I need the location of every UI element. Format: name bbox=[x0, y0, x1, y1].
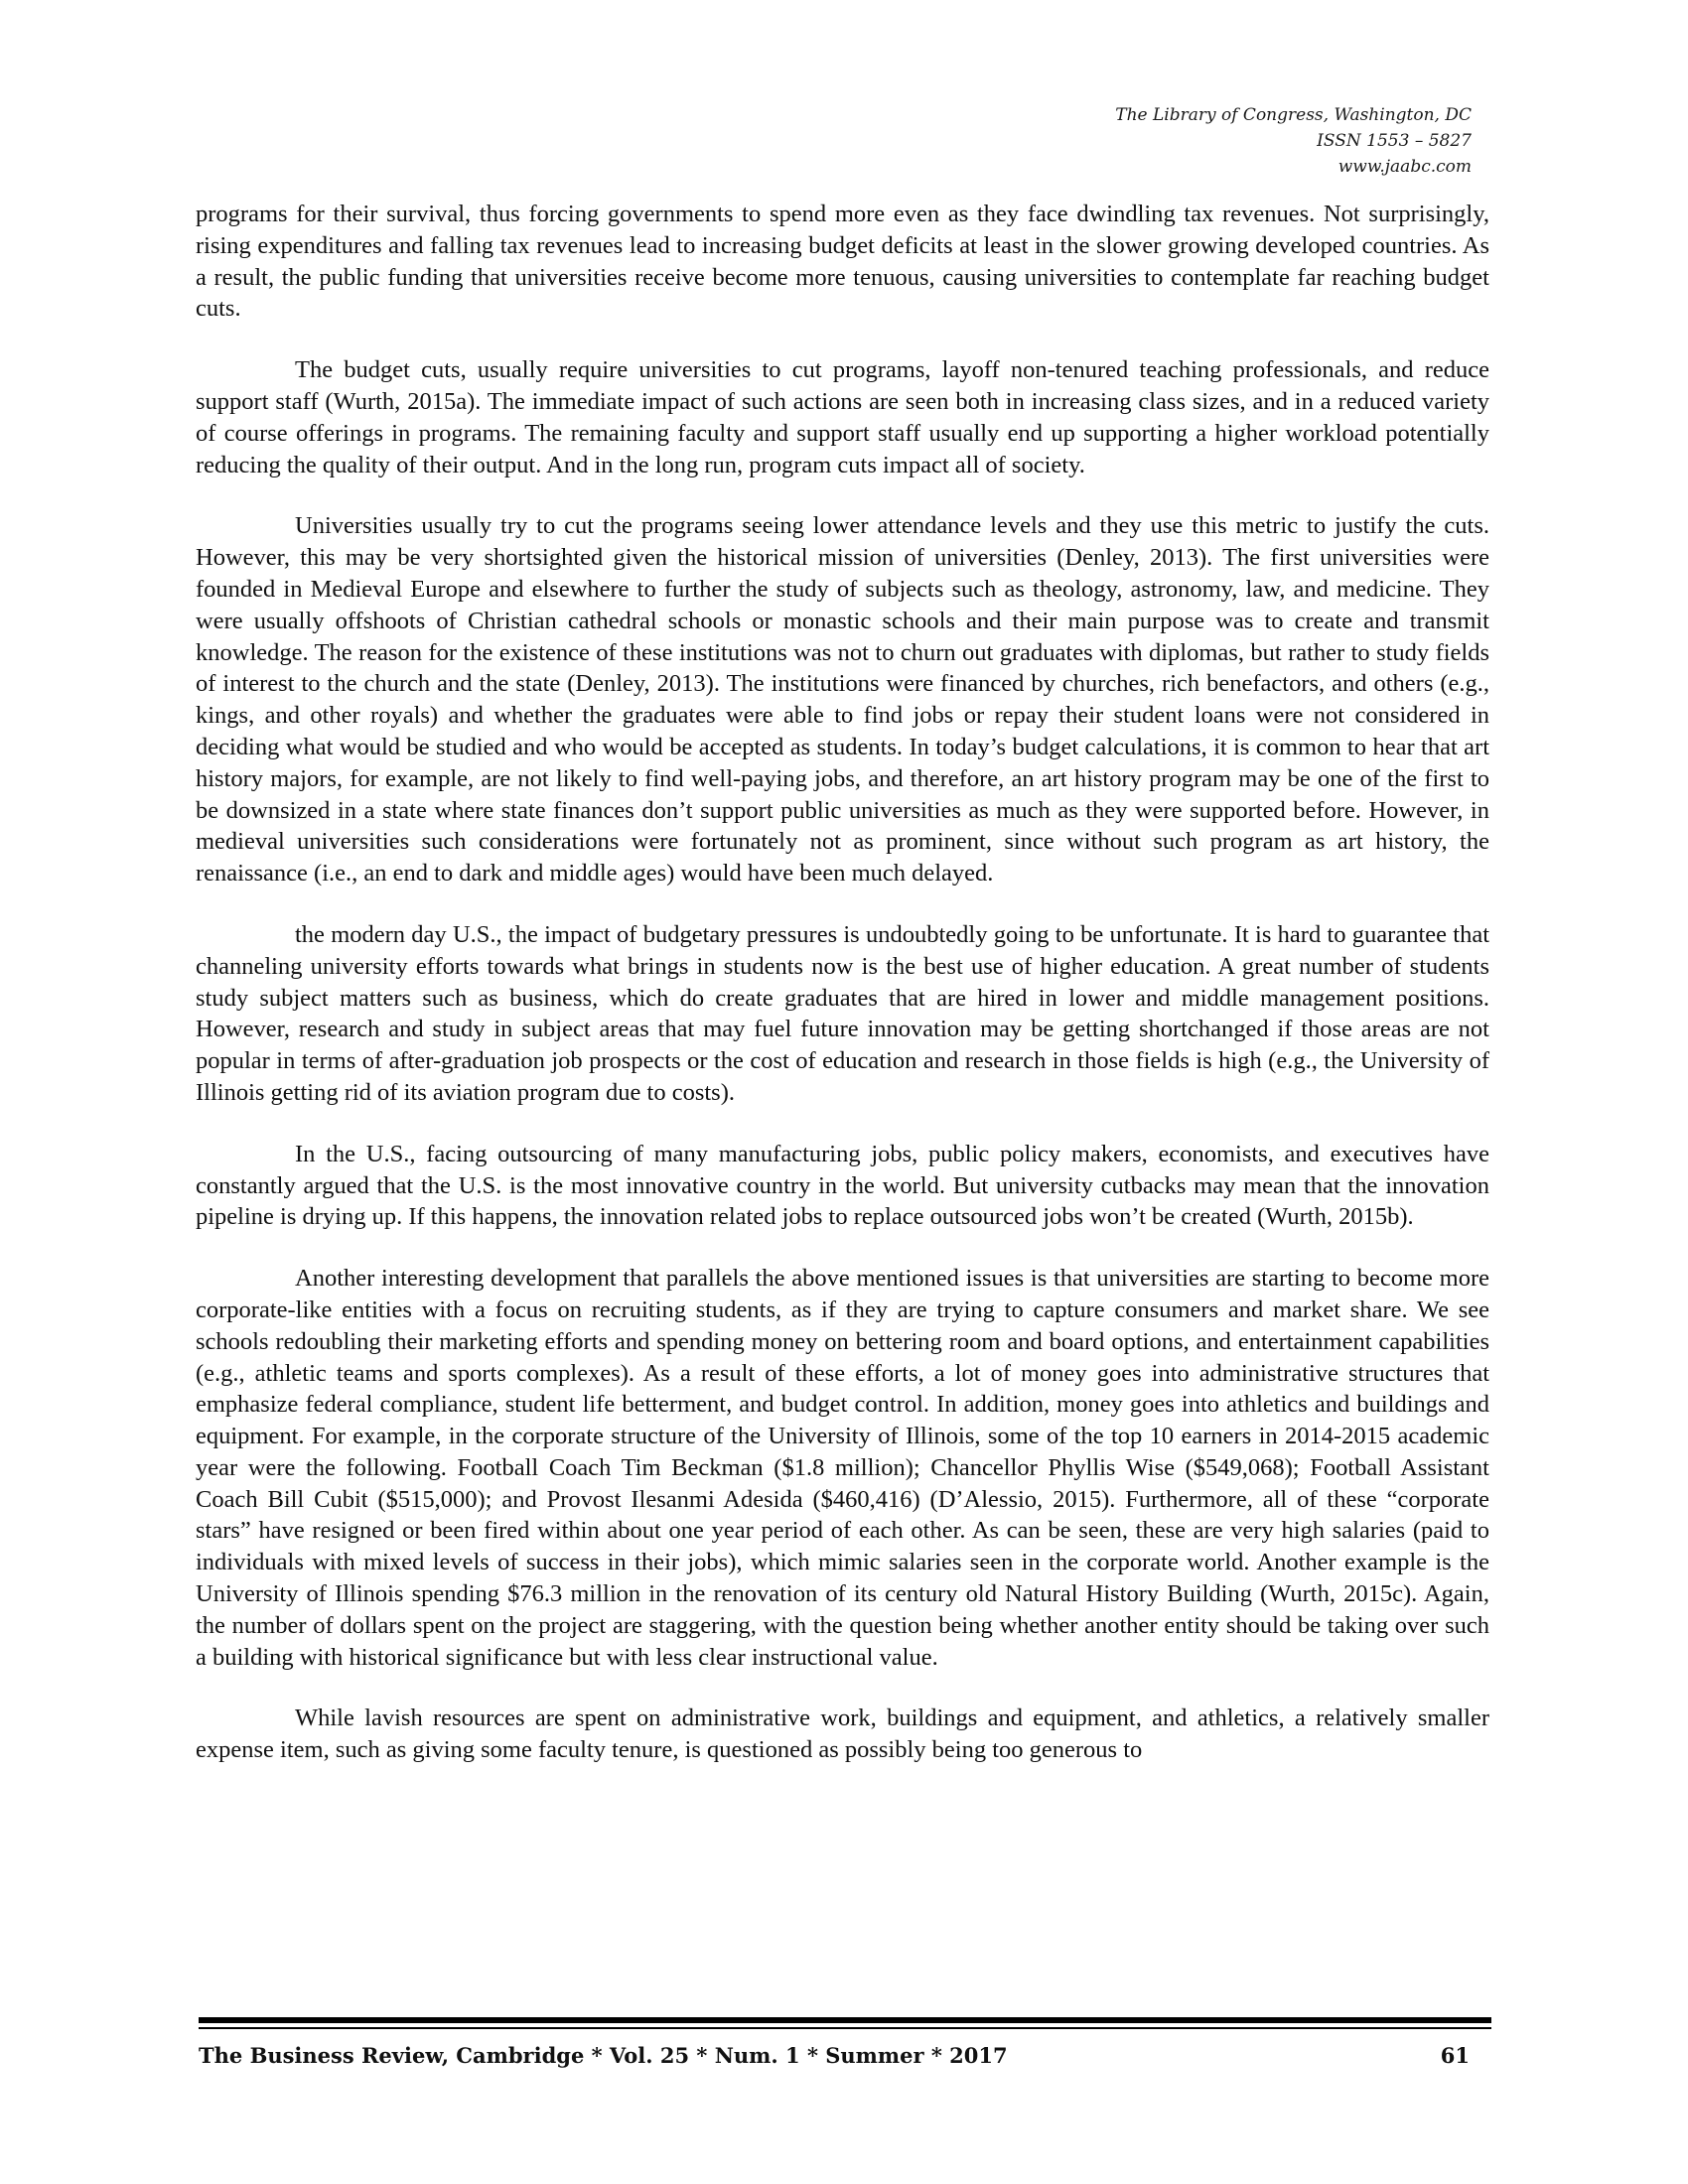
paragraph-budget-cuts: The budget cuts, usually require universities to cut programs, layoff non-tenured teaching professionals, and reduce support staff (Wurth, 2015a). The immediate impact of such actions are seen both in increasing class sizes, and in a reduced variety of course offerings in programs. The remaining faculty and support staff usually end up supporting a higher workload potentially reducing the quality of their output. And in the long run, program cuts impact all of society. bbox=[196, 356, 1489, 478]
running-header bbox=[876, 102, 1472, 180]
paragraph-corporate-universities: Another interesting development that parallels the above mentioned issues is that universities are starting to become more corporate-like entities with a focus on recruiting students, as if they are trying to capture consumers and market share. We see schools redoubling their marketing efforts and spending money on bettering room and board options, and entertainment capabilities (e.g., athletic teams and sports complexes). As a result of these efforts, a lot of money goes into administrative structures that emphasize federal compliance, student life betterment, and budget control. In addition, money goes into athletics and buildings and equipment. For example, in the corporate structure of the University of Illinois, some of the top 10 earners in 2014-2015 academic year were the following. Football Coach Tim Beckman ($1.8 million); Chancellor Phyllis Wise ($549,068); Football Assistant Coach Bill Cubit ($515,000); and Provost Ilesanmi Adesida ($460,416) (D’Alessio, 2015). Furthermore, all of these “corporate stars” have resigned or been fired within about one year period of each other. As can be seen, these are very high salaries (paid to individuals with mixed levels of success in their jobs), which mimic salaries seen in the corporate world. Another example is the University of Illinois spending $76.3 million in the renovation of its century old Natural History Building (Wurth, 2015c). Again, the number of dollars spent on the project are staggering, with the question being whether another entity should be taking over such a building with historical significance but with less clear instructional value. bbox=[196, 1265, 1489, 1671]
header-publisher: The Library of Congress, Washington, DC bbox=[1115, 105, 1472, 125]
paragraph-modern-us: the modern day U.S., the impact of budgetary pressures is undoubtedly going to be unfortunate. It is hard to guarantee that channeling university efforts towards what brings in students now is the best use of higher education. A great number of students study subject matters such as business, which do create graduates that are hired in lower and middle management positions. However, research and study in subject areas that may fuel future innovation may be getting shortchanged if those areas are not popular in terms of after-graduation job prospects or the cost of education and research in those fields is high (e.g., the University of Illinois getting rid of its aviation program due to costs). bbox=[196, 920, 1489, 1106]
article-body bbox=[196, 199, 1489, 1796]
paragraph-tenure: While lavish resources are spent on administrative work, buildings and equipment, and athletics, a relatively smaller expense item, such as giving some faculty tenure, is questioned as possibly being too generous to bbox=[196, 1705, 1489, 1764]
page-number: 61 bbox=[1440, 2043, 1470, 2068]
running-footer bbox=[199, 2043, 1491, 2083]
footer-rule-thick bbox=[199, 2017, 1491, 2023]
paragraph-continued: programs for their survival, thus forcing governments to spend more even as they face dwindling tax revenues. Not surprisingly, rising expenditures and falling tax revenues lead to increasing budget deficits at least in the slower growing developed countries. As a result, the public funding that universities receive become more tenuous, causing universities to contemplate far reaching budget cuts. bbox=[196, 201, 1489, 323]
paragraph-innovation: In the U.S., facing outsourcing of many manufacturing jobs, public policy makers, economists, and executives have constantly argued that the U.S. is the most innovative country in the world. But university cutbacks may mean that the innovation pipeline is drying up. If this happens, the innovation related jobs to replace outsourced jobs won’t be created (Wurth, 2015b). bbox=[196, 1140, 1489, 1231]
header-website: www.jaabc.com bbox=[1337, 157, 1472, 177]
header-issn: ISSN 1553 – 5827 bbox=[1317, 131, 1472, 151]
paragraph-historical-mission: Universities usually try to cut the programs seeing lower attendance levels and they use this metric to justify the cuts. However, this may be very shortsighted given the historical mission of universities (Denley, 2013). The first universities were founded in Medieval Europe and elsewhere to further the study of subjects such as theology, astronomy, law, and medicine. They were usually offshoots of Christian cathedral schools or monastic schools and their main purpose was to create and transmit knowledge. The reason for the existence of these institutions was not to churn out graduates with diplomas, but rather to study fields of interest to the church and the state (Denley, 2013). The institutions were financed by churches, rich benefactors, and others (e.g., kings, and other royals) and whether the graduates were able to find jobs or repay their student loans were not considered in deciding what would be studied and who would be accepted as students. In today’s budget calculations, it is common to hear that art history majors, for example, are not likely to find well-paying jobs, and therefore, an art history program may be one of the first to be downsized in a state where state finances don’t support public universities as much as they were supported before. However, in medieval universities such considerations were fortunately not as prominent, since without such program as art history, the renaissance (i.e., an end to dark and middle ages) would have been much delayed. bbox=[196, 512, 1489, 887]
footer-journal-citation: The Business Review, Cambridge * Vol. 25 * Num. 1 * Summer * 2017 bbox=[199, 2043, 1008, 2068]
footer-rule-thin bbox=[199, 2027, 1491, 2029]
